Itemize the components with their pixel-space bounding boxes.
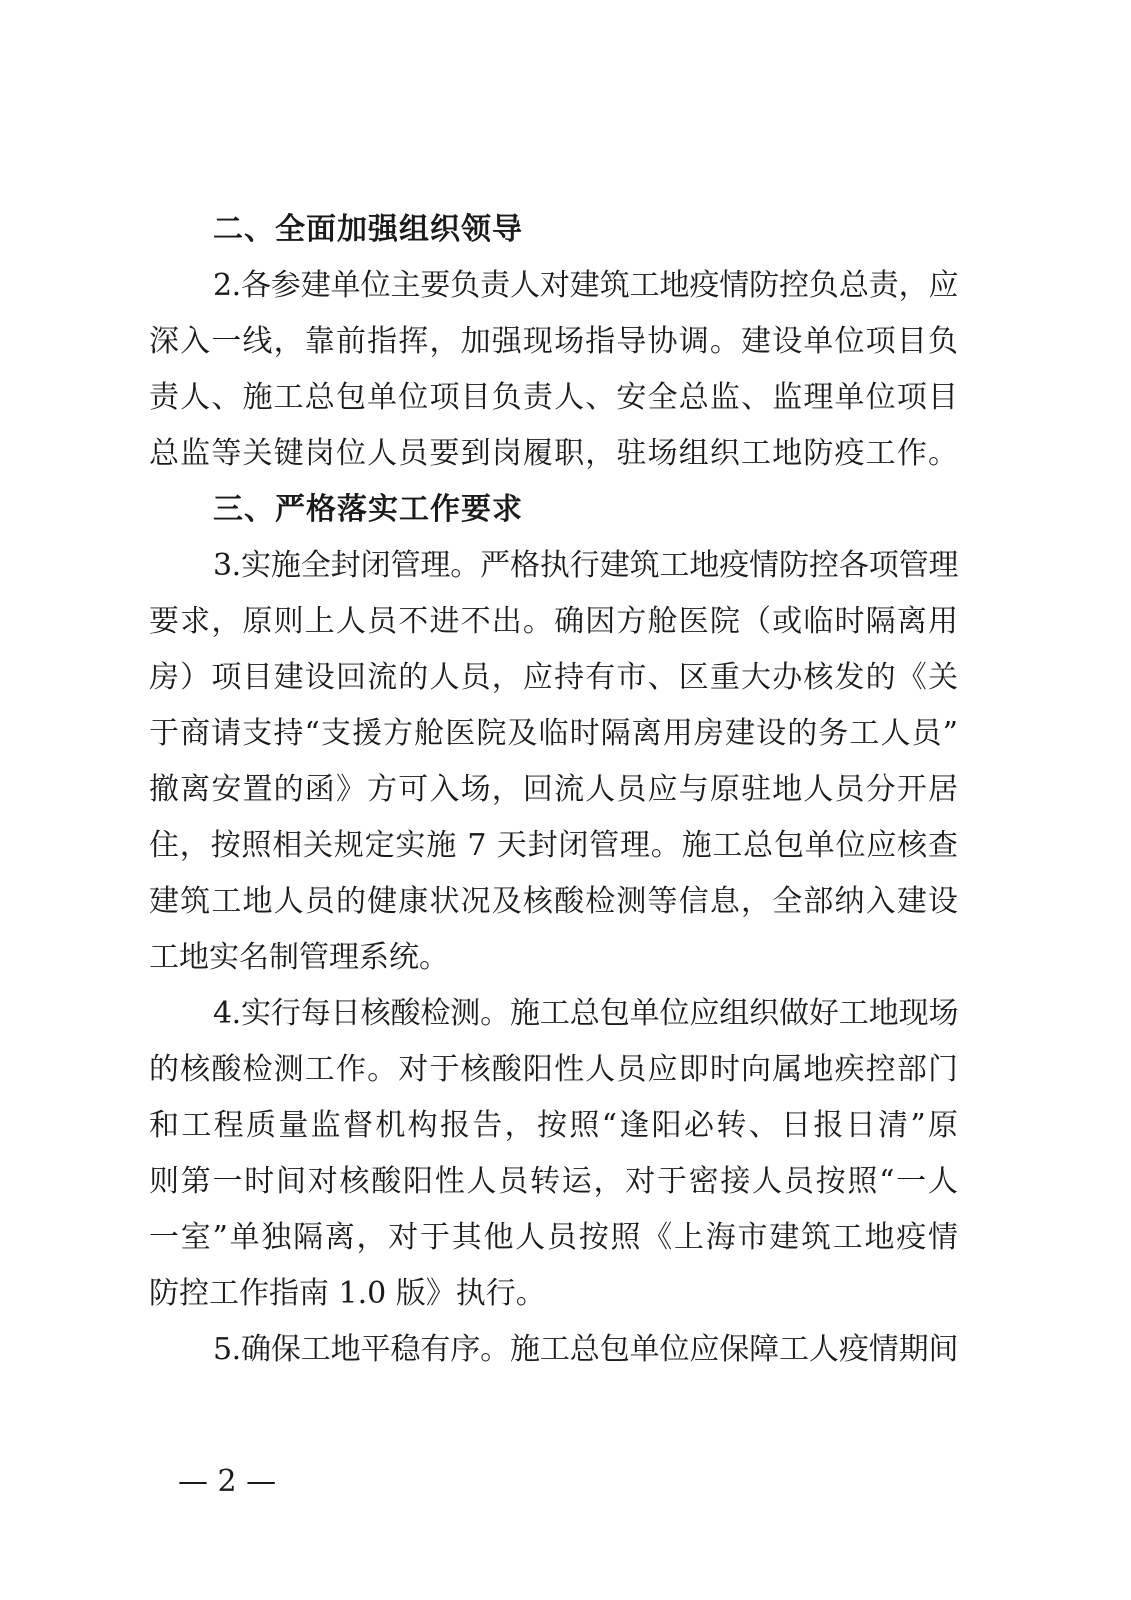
para-3-line-7: 建筑工地人员的健康状况及核酸检测等信息，全部纳入建设	[149, 884, 958, 919]
para-4-line-5: 一室”单独隔离，对于其他人员按照《上海市建筑工地疫情	[149, 1220, 958, 1255]
page-number: — 2 —	[178, 1464, 277, 1499]
para-4-line-1: 4.实行每日核酸检测。施工总包单位应组织做好工地现场	[213, 996, 958, 1031]
para-2-line-2: 深入一线，靠前指挥，加强现场指导协调。建设单位项目负	[149, 324, 958, 359]
para-4-line-2: 的核酸检测工作。对于核酸阳性人员应即时向属地疾控部门	[149, 1052, 958, 1087]
para-4-line-4: 则第一时间对核酸阳性人员转运，对于密接人员按照“一人	[149, 1164, 958, 1199]
para-3-line-3: 房）项目建设回流的人员，应持有市、区重大办核发的《关	[149, 660, 958, 695]
para-4-line-3: 和工程质量监督机构报告，按照“逢阳必转、日报日清”原	[149, 1108, 958, 1143]
para-4-line-6: 防控工作指南 1.0 版》执行。	[149, 1276, 546, 1311]
para-3-line-1: 3.实施全封闭管理。严格执行建筑工地疫情防控各项管理	[213, 548, 958, 583]
section-heading-3: 三、严格落实工作要求	[213, 492, 523, 527]
para-3-line-5: 撤离安置的函》方可入场，回流人员应与原驻地人员分开居	[149, 772, 958, 807]
para-3-line-2: 要求，原则上人员不进不出。确因方舱医院（或临时隔离用	[149, 604, 958, 639]
para-3-line-4: 于商请支持“支援方舱医院及临时隔离用房建设的务工人员”	[149, 716, 958, 751]
para-3-line-8: 工地实名制管理系统。	[149, 940, 449, 975]
para-2-line-1: 2.各参建单位主要负责人对建筑工地疫情防控负总责，应	[213, 268, 958, 303]
para-3-line-6: 住，按照相关规定实施 7 天封闭管理。施工总包单位应核查	[149, 828, 958, 863]
para-2-line-4: 总监等关键岗位人员要到岗履职，驻场组织工地防疫工作。	[149, 436, 958, 471]
para-5-line-1: 5.确保工地平稳有序。施工总包单位应保障工人疫情期间	[213, 1332, 958, 1367]
section-heading-2: 二、全面加强组织领导	[213, 212, 523, 247]
para-2-line-3: 责人、施工总包单位项目负责人、安全总监、监理单位项目	[149, 380, 958, 415]
